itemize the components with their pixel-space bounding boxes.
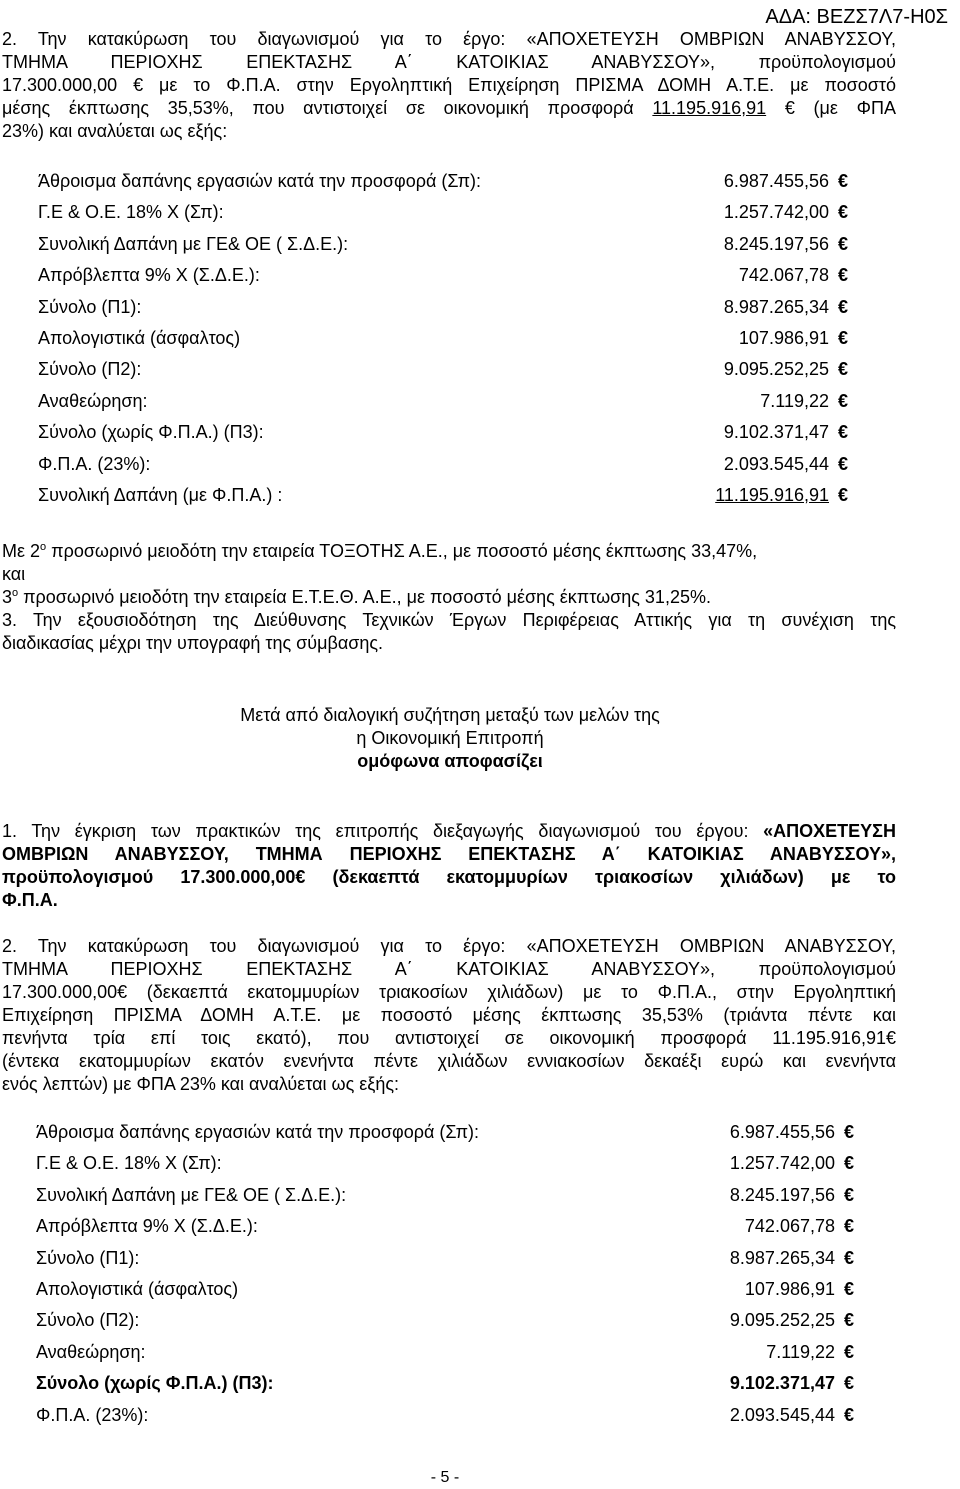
row-label: Απολογιστικά (άσφαλτος) [36, 1279, 239, 1299]
paragraph-line: Επιχείρηση ΠΡΙΣΜΑ ΔΟΜΗ Α.Τ.Ε. με ποσοστό μέσης έκπτωσης 35,53% (τριάντα πέντε και [2, 1005, 896, 1025]
euro-icon: € [843, 1184, 854, 1205]
table-row [38, 327, 848, 350]
table-row [38, 390, 848, 413]
amount: 1.257.742,00 [729, 1153, 835, 1174]
row-value [730, 1309, 854, 1332]
amount: 742.067,78 [738, 265, 829, 286]
table-row [36, 1247, 854, 1270]
paragraph-line: 3. Την εξουσιοδότηση της Διεύθυνσης Τεχνικών Έργων Περιφέρειας Αττικής για τη συνέχιση της [2, 610, 896, 630]
euro-icon: € [843, 1216, 854, 1237]
decision-line: η Οικονομική Επιτροπή [356, 728, 544, 748]
euro-icon: € [837, 485, 848, 505]
amount: 9.095.252,25 [729, 1310, 835, 1331]
row-label: Συνολική Δαπάνη με ΓΕ& ΟΕ ( Σ.Δ.Ε.): [38, 233, 349, 254]
paragraph-line: ΤΜΗΜΑ ΠΕΡΙΟΧΗΣ ΕΠΕΚΤΑΣΗΣ Α΄ ΚΑΤΟΙΚΙΑΣ ΑΝΑΒΥΣΣΟΥ», προϋπολογισμού [2, 959, 896, 979]
paragraph-line: 17.300.000,00€ (δεκαεπτά εκατομμυρίων τριακοσίων χιλιάδων) με το Φ.Π.Α., στην Εργοληπτική [2, 982, 896, 1002]
row-value [730, 1247, 854, 1270]
decision-title: ομόφωνα αποφασίζει [357, 751, 543, 771]
table-row [38, 484, 848, 507]
row-label: Σύνολο (Π2): [36, 1310, 140, 1331]
amount: 7.119,22 [766, 1341, 835, 1362]
row-value [730, 1121, 854, 1144]
euro-icon: € [837, 171, 848, 191]
row-label: Γ.Ε & Ο.Ε. 18% Χ (Σπ): [36, 1153, 222, 1174]
paragraph-line: ΟΜΒΡΙΩΝ ΑΝΑΒΥΣΣΟΥ, ΤΜΗΜΑ ΠΕΡΙΟΧΗΣ ΕΠΕΚΤΑΣΗΣ Α΄ ΚΑΤΟΙΚΙΑΣ ΑΝΑΒΥΣΣΟΥ», [2, 844, 896, 864]
row-value [730, 1152, 854, 1175]
amount: 9.095.252,25 [723, 359, 829, 380]
paragraph-line: ενός λεπτών) με ΦΠΑ 23% και αναλύεται ως εξής: [2, 1074, 400, 1094]
euro-icon: € [843, 1279, 854, 1299]
row-label: Φ.Π.Α. (23%): [36, 1404, 149, 1425]
row-label: Άθροισμα δαπάνης εργασιών κατά την προσφορά (Σπ): [38, 171, 482, 191]
paragraph-line: 2. Την κατακύρωση του διαγωνισμού για το έργο: «ΑΠΟΧΕΤΕΥΣΗ ΟΜΒΡΙΩΝ ΑΝΑΒΥΣΣΟΥ, [2, 936, 896, 956]
tenderers-line [2, 586, 711, 609]
text-span: 3 [2, 587, 13, 607]
row-value [745, 1215, 854, 1238]
table-row [38, 453, 848, 476]
offer-amount: 11.195.916,91 [652, 98, 767, 118]
euro-icon: € [843, 1310, 854, 1331]
row-label: Φ.Π.Α. (23%): [38, 453, 151, 474]
amount: 8.987.265,34 [723, 296, 829, 317]
table-row [38, 170, 848, 193]
paragraph-line: προϋπολογισμού 17.300.000,00€ (δεκαεπτά εκατομμυρίων τριακοσίων χιλιάδων) με το [2, 867, 896, 887]
row-label: Γ.Ε & Ο.Ε. 18% Χ (Σπ): [38, 202, 224, 223]
euro-icon: € [837, 359, 848, 380]
paragraph-line: 2. Την κατακύρωση του διαγωνισμού για το έργο: «ΑΠΟΧΕΤΕΥΣΗ ΟΜΒΡΙΩΝ ΑΝΑΒΥΣΣΟΥ, [2, 29, 896, 49]
amount: 1.257.742,00 [723, 202, 829, 223]
text-span: 1. Την έγκριση των πρακτικών της επιτροπής διεξαγωγής διαγωνισμού του έργου: [2, 821, 764, 841]
row-label: Απρόβλεπτα 9% Χ (Σ.Δ.Ε.): [38, 265, 260, 286]
row-value [730, 1404, 854, 1427]
amount: 9.102.371,47 [723, 422, 829, 443]
row-value [724, 296, 848, 319]
table-row [36, 1152, 854, 1175]
paragraph-line: 17.300.000,00 € με το Φ.Π.Α. στην Εργοληπτική Επιχείρηση ΠΡΙΣΜΑ ΔΟΜΗ Α.Τ.Ε. με ποσοστό [2, 75, 896, 95]
amount: 7.119,22 [760, 390, 829, 411]
euro-icon: € [843, 1404, 854, 1425]
amount: 6.987.455,56 [729, 1122, 835, 1142]
text-span: € (με ΦΠΑ [766, 98, 896, 118]
paragraph-line: Φ.Π.Α. [2, 890, 58, 910]
euro-icon: € [837, 233, 848, 254]
amount: 9.102.371,47 [729, 1373, 835, 1394]
amount: 8.245.197,56 [723, 233, 829, 254]
page-number: - 5 - [430, 1469, 460, 1486]
euro-icon: € [837, 202, 848, 223]
euro-icon: € [843, 1153, 854, 1174]
row-value [739, 327, 848, 350]
amount: 11.195.916,91 [715, 485, 829, 505]
table-row [38, 264, 848, 287]
paragraph-line [2, 97, 896, 120]
point-2-paragraph [2, 935, 896, 1096]
euro-icon: € [837, 265, 848, 286]
row-value [724, 170, 848, 193]
decision-line: Μετά από διαλογική συζήτηση μεταξύ των μελών της [240, 705, 660, 725]
row-value [724, 421, 848, 444]
euro-icon: € [837, 453, 848, 474]
table-row [36, 1278, 854, 1301]
table-row [38, 201, 848, 224]
text-span: μέσης έκπτωσης 35,53%, που αντιστοιχεί σε οικονομική προσφορά [2, 98, 653, 118]
euro-icon: € [837, 296, 848, 317]
ada-code: ΑΔΑ: ΒΕΖΣ7Λ7-Η0Σ [765, 6, 948, 28]
row-value [724, 201, 848, 224]
paragraph-line: διαδικασίας μέχρι την υπογραφή της σύμβασης. [2, 633, 384, 653]
point-1-paragraph [2, 820, 896, 912]
row-label: Αναθεώρηση: [36, 1341, 146, 1362]
euro-icon: € [837, 328, 848, 348]
ordinal-sup: ο [12, 587, 19, 599]
table-row [36, 1372, 854, 1395]
row-value [730, 1184, 854, 1207]
row-label: Σύνολο (Π2): [38, 359, 142, 380]
table-row [36, 1184, 854, 1207]
table-row [38, 233, 848, 256]
text-span: προσωρινό μειοδότη την εταιρεία Ε.Τ.Ε.Θ. Α.Ε., με ποσοστό μέσης έκπτωσης 31,25%. [18, 587, 711, 607]
euro-icon: € [843, 1247, 854, 1268]
ordinal-sup: ο [40, 541, 47, 553]
euro-icon: € [843, 1341, 854, 1362]
project-title: «ΑΠΟΧΕΤΕΥΣΗ [763, 821, 896, 841]
paragraph-line: πενήντα τρία επί τοις εκατό), που αντιστοιχεί σε οικονομική προσφορά 11.195.916,91€ [2, 1028, 896, 1048]
award-paragraph [2, 28, 896, 143]
amount: 107.986,91 [744, 1279, 835, 1299]
table-row [38, 358, 848, 381]
table-row [38, 296, 848, 319]
row-value [745, 1278, 854, 1301]
paragraph-line: ΤΜΗΜΑ ΠΕΡΙΟΧΗΣ ΕΠΕΚΤΑΣΗΣ Α΄ ΚΑΤΟΙΚΙΑΣ ΑΝΑΒΥΣΣΟΥ», προϋπολογισμού [2, 52, 896, 72]
row-label: Συνολική Δαπάνη με ΓΕ& ΟΕ ( Σ.Δ.Ε.): [36, 1184, 347, 1205]
tenderers-line: και [2, 564, 26, 584]
table-row [38, 421, 848, 444]
table-row [36, 1404, 854, 1427]
euro-icon: € [837, 422, 848, 443]
authorization-paragraph [2, 609, 896, 655]
row-label: Αναθεώρηση: [38, 390, 148, 411]
amount: 6.987.455,56 [723, 171, 829, 191]
row-value [760, 390, 848, 413]
amount: 742.067,78 [744, 1216, 835, 1237]
amount: 8.245.197,56 [729, 1184, 835, 1205]
text-span: προσωρινό μειοδότη την εταιρεία ΤΟΞΟΤΗΣ Α.Ε., με ποσοστό μέσης έκπτωσης 33,47%, [46, 541, 758, 561]
amount: 2.093.545,44 [729, 1404, 835, 1425]
row-label: Σύνολο (χωρίς Φ.Π.Α.) (Π3): [38, 422, 264, 443]
paragraph-line: 23%) και αναλύεται ως εξής: [2, 121, 228, 141]
row-value [724, 453, 848, 476]
row-value [724, 233, 848, 256]
table-row [36, 1121, 854, 1144]
row-value [739, 264, 848, 287]
row-label: Σύνολο (χωρίς Φ.Π.Α.) (Π3): [36, 1373, 274, 1394]
row-label: Σύνολο (Π1): [36, 1247, 140, 1268]
amount: 2.093.545,44 [723, 453, 829, 474]
euro-icon: € [837, 390, 848, 411]
row-label: Συνολική Δαπάνη (με Φ.Π.Α.) : [38, 485, 283, 505]
row-value [730, 1372, 854, 1395]
row-value [724, 358, 848, 381]
row-value [715, 484, 848, 507]
tenderers-line [2, 540, 757, 563]
text-span: Με 2 [2, 541, 41, 561]
table-row [36, 1341, 854, 1364]
euro-icon: € [843, 1373, 854, 1394]
table-row [36, 1309, 854, 1332]
row-label: Απρόβλεπτα 9% Χ (Σ.Δ.Ε.): [36, 1216, 258, 1237]
row-label: Σύνολο (Π1): [38, 296, 142, 317]
euro-icon: € [843, 1122, 854, 1142]
row-label: Απολογιστικά (άσφαλτος) [38, 328, 241, 348]
row-label: Άθροισμα δαπάνης εργασιών κατά την προσφορά (Σπ): [36, 1122, 480, 1142]
row-value [766, 1341, 854, 1364]
amount: 107.986,91 [738, 328, 829, 348]
table-row [36, 1215, 854, 1238]
paragraph-line [2, 820, 896, 843]
paragraph-line: (έντεκα εκατομμυρίων εκατόν ενενήντα πέντε χιλιάδων εννιακοσίων δεκαέξι ευρώ και ενενήντα [2, 1051, 896, 1071]
amount: 8.987.265,34 [729, 1247, 835, 1268]
